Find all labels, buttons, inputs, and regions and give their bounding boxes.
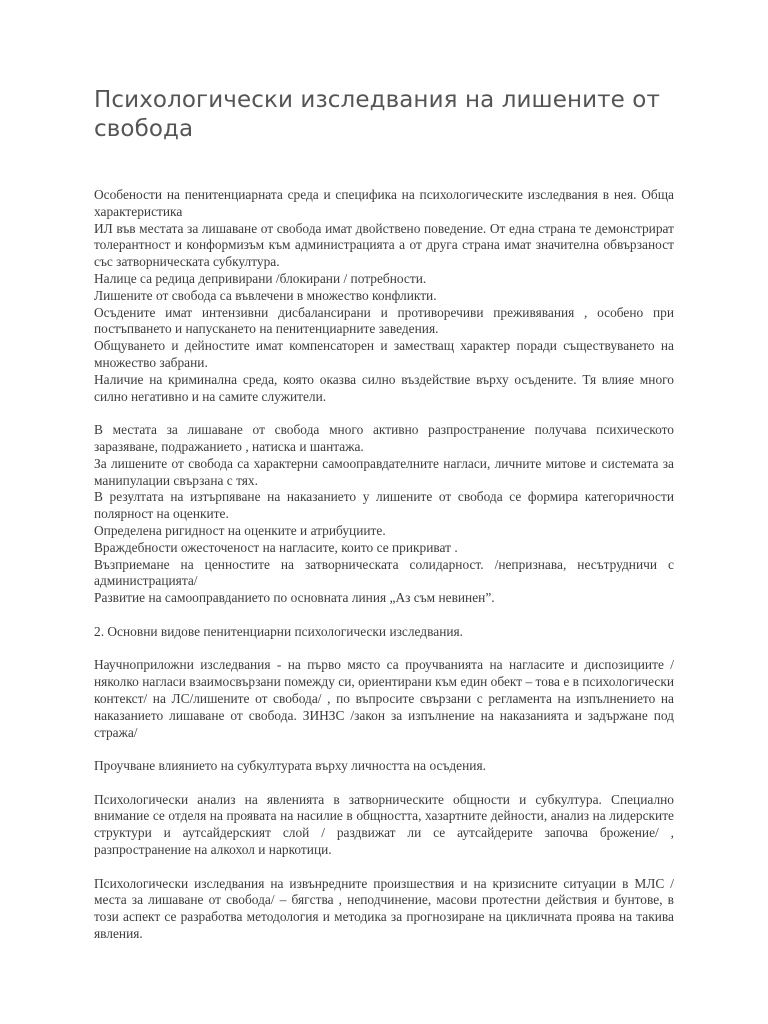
paragraph-spacer [94, 775, 674, 792]
body-paragraph: Особености на пенитенциарната среда и специфика на психологическите изследвания в нея. Обща характеристика [94, 187, 674, 219]
document-page [94, 86, 674, 943]
body-paragraph: За лишените от свобода са характерни самооправдателните нагласи, личните митове и системата за манипулации свързана с тях. [94, 455, 674, 488]
body-paragraph: Наличие на криминална среда, която оказва силно въздействие върху осъдените. Тя влияе много силно негативно и на самите служители. [94, 371, 674, 404]
body-paragraph: ИЛ във местата за лишаване от свобода имат двойствено поведение. От една страна те демонстрират толерантност и конформизъм към администрацията а от друга страна имат значителна обвързаност със затворническата субкултура. [94, 220, 674, 270]
body-paragraph: Развитие на самооправданието по основната линия „Аз съм невинен”. [94, 590, 495, 606]
body-paragraph: Научноприложни изследвания - на първо място са проучванията на нагласите и диспозициите /няколко нагласи взаимосвързани помежду си, ориентирани към един обект – това е в психологически контекст/ на ЛС/лишените от свобода/ , по въпросите свързани с регламента на изпълнението на наказанието лишаване от свобода. ЗИНЗС /закон за изпълнение на наказанията и задържане под стража/ [94, 657, 674, 740]
paragraph-spacer [94, 405, 674, 422]
body-paragraph: В местата за лишаване от свобода много активно разпространение получава психическото заразяване, подражанието , натиска и шантажа. [94, 422, 674, 454]
body-paragraph: В резултата на изтърпяване на наказанието у лишените от свобода се формира категоричности полярност на оценките. [94, 489, 674, 522]
paragraph-spacer [94, 607, 674, 624]
document-body [94, 187, 674, 943]
document-title: Психологически изследвания на лишените от свобода [94, 87, 660, 142]
body-paragraph: Психологически изследвания на извънредните произшествия и на кризисните ситуации в МЛС /места за лишаване от свобода/ – бягства , неподчинение, масови протестни действия и бунтове, в този аспект се разработва методология и методика за прогнозиране на цикличната проява на такива явления. [94, 875, 674, 942]
paragraph-spacer [94, 859, 674, 876]
body-paragraph: Възприемане на ценностите на затворническата солидарност. /непризнава, несътрудничи с администрацията/ [94, 556, 674, 589]
body-paragraph: 2. Основни видове пенитенциарни психологически изследвания. [94, 623, 464, 639]
body-paragraph: Осъдените имат интензивни дисбалансирани и противоречиви преживявания , особено при постъпването и напускането на пенитенциарните заведения. [94, 304, 674, 337]
body-paragraph: Общуването и дейностите имат компенсаторен и заместващ характер поради съществуването на множество забрани. [94, 338, 674, 370]
paragraph-spacer [94, 641, 674, 658]
body-paragraph: Налице са редица депривирани /блокирани / потребности. [94, 270, 427, 286]
body-paragraph: Психологически анализ на явленията в затворническите общности и субкултура. Специално внимание се отделя на проявата на насилие в общността, хазартните дейности, анализ на лидерските структури и аутсайдерският слой / раздвижат ли се аутсайдерите започва брожение/ , разпространение на алкохол и наркотици. [94, 791, 674, 858]
body-paragraph: Лишените от свобода са въвлечени в множество конфликти. [94, 287, 437, 303]
body-paragraph: Проучване влиянието на субкултурата върху личността на осъдения. [94, 758, 486, 774]
body-paragraph: Определена ригидност на оценките и атрибуциите. [94, 522, 386, 538]
body-paragraph: Враждебности ожесточеност на нагласите, които се прикриват . [94, 539, 458, 555]
paragraph-spacer [94, 741, 674, 758]
